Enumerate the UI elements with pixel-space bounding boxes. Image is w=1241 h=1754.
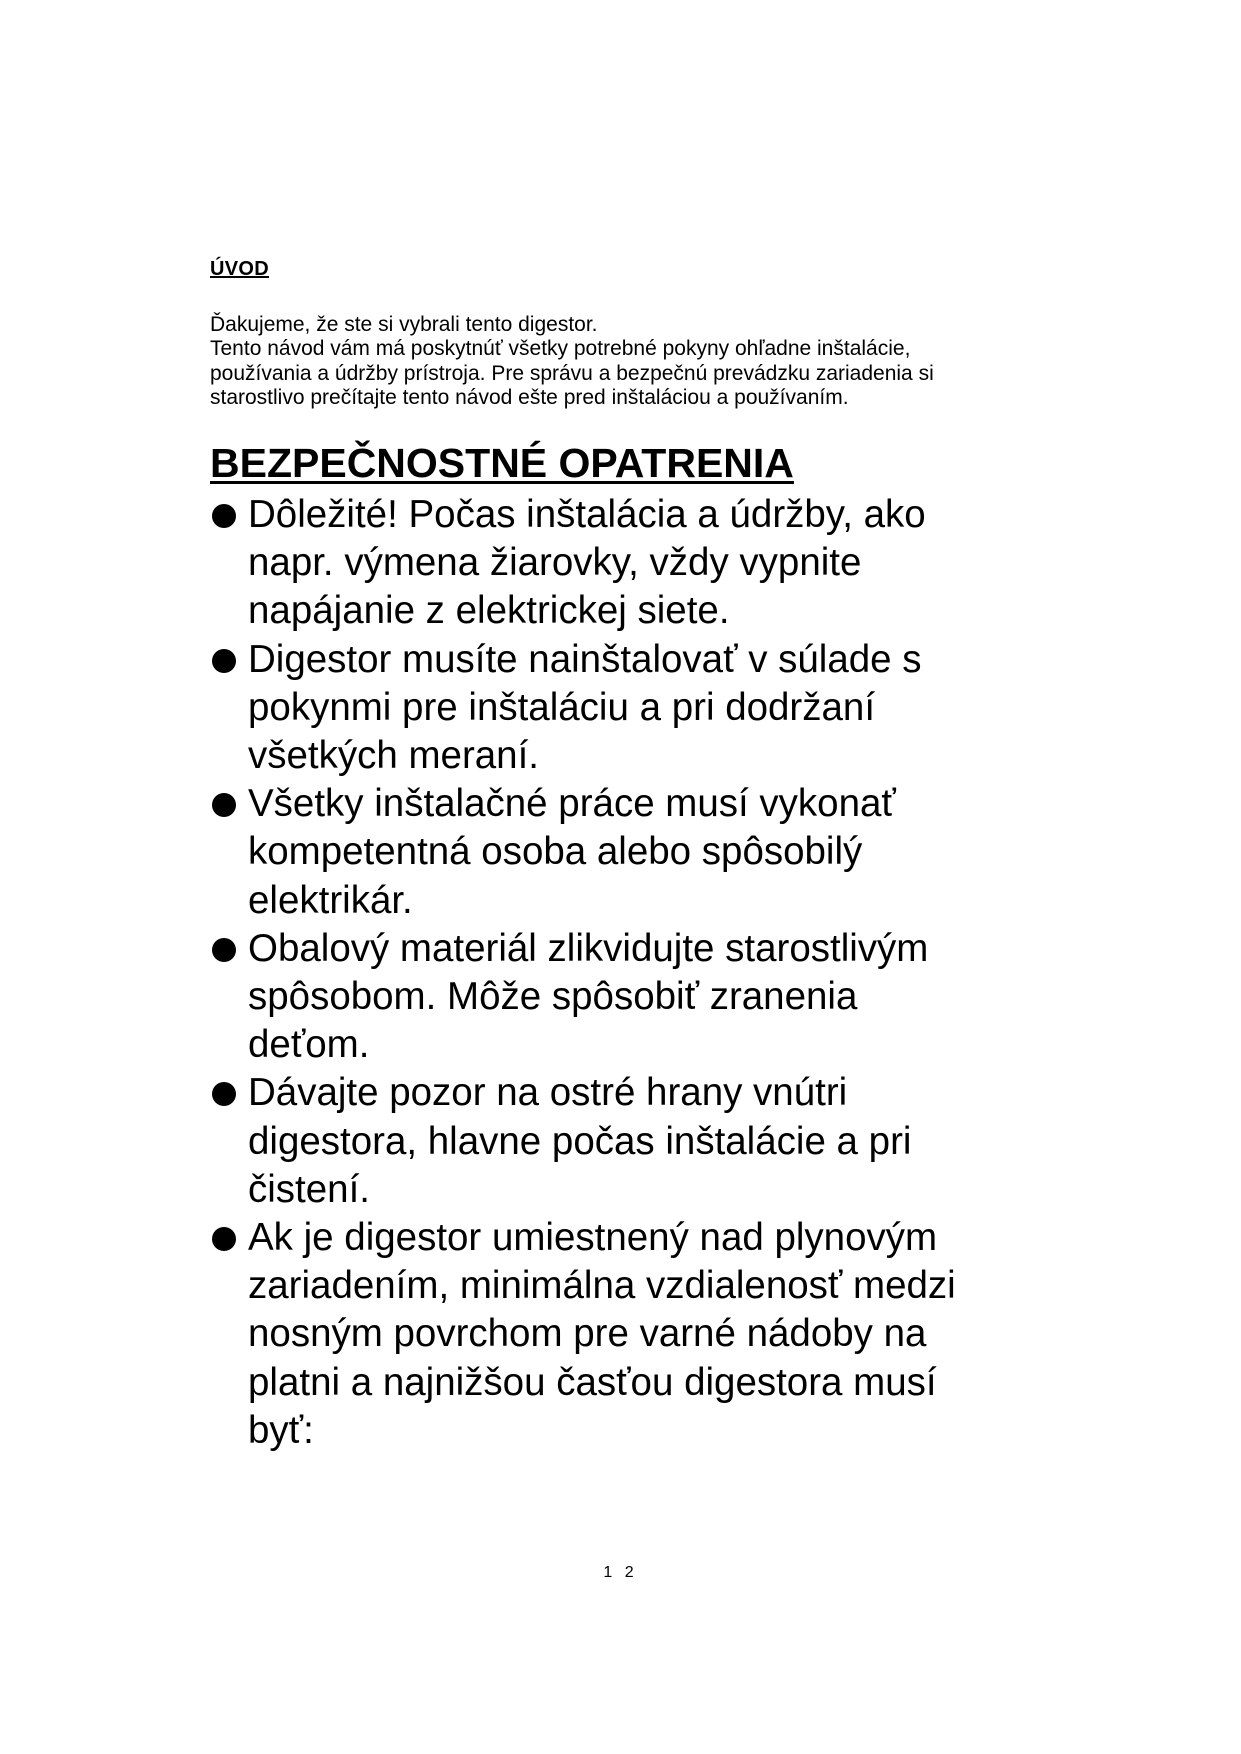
item-line: deťom. (248, 1023, 370, 1067)
item-line: napájanie z elektrickej siete. (248, 589, 730, 633)
page-number: 1 2 (603, 1564, 638, 1581)
item-line: Obalový materiál zlikvidujte starostlivým (248, 926, 929, 970)
item-line: digestora, hlavne počas inštalácie a pri (248, 1119, 912, 1163)
item-line: pokynmi pre inštaláciu a pri dodržaní (248, 685, 876, 729)
item-line: elektrikár. (248, 878, 413, 922)
bullet-icon (212, 938, 236, 962)
bullet-icon (212, 793, 236, 817)
intro-heading: ÚVOD (210, 258, 269, 280)
safety-item-packaging-disposal (210, 925, 1150, 1070)
intro-line: používania a údržby prístroja. Pre správu a bezpečnú prevádzku zariadenia si (210, 361, 934, 385)
item-line: spôsobom. Môže spôsobiť zranenia (248, 975, 858, 1019)
item-line: zariadením, minimálna vzdialenosť medzi (248, 1264, 956, 1308)
bullet-icon (212, 1227, 236, 1251)
item-line: nosným povrchom pre varné nádoby na (248, 1312, 927, 1356)
item-line: Dôležité! Počas inštalácia a údržby, ako (248, 493, 926, 536)
bullet-icon (212, 504, 236, 528)
item-line: Ak je digestor umiestnený nad plynovým (248, 1216, 938, 1260)
item-line: Digestor musíte nainštalovať v súlade s (248, 637, 922, 681)
safety-item-qualified-installer (210, 780, 1150, 925)
bullet-icon (212, 1082, 236, 1106)
intro-line: starostlivo prečítajte tento návod ešte pred inštaláciou a používaním. (210, 385, 849, 409)
intro-line: Tento návod vám má poskytnúť všetky potrebné pokyny ohľadne inštalácie, (210, 337, 911, 361)
safety-item-sharp-edges (210, 1069, 1150, 1214)
item-line: čistení. (248, 1167, 370, 1211)
intro-paragraph (210, 313, 1030, 410)
item-line: Všetky inštalačné práce musí vykonať (248, 782, 896, 826)
bullet-icon (212, 649, 236, 673)
safety-list (210, 491, 1150, 1455)
safety-heading: BEZPEČNOSTNÉ OPATRENIA (210, 440, 794, 486)
safety-item-gas-distance (210, 1214, 1150, 1455)
item-line: všetkých meraní. (248, 734, 539, 778)
item-line: napr. výmena žiarovky, vždy vypnite (248, 541, 862, 585)
item-line: Dávajte pozor na ostré hrany vnútri (248, 1071, 848, 1115)
safety-item-installation-compliance (210, 636, 1150, 781)
intro-line: Ďakujeme, že ste si vybrali tento digestor. (210, 313, 598, 336)
item-line: byť: (248, 1408, 314, 1452)
item-line: platni a najnižšou časťou digestora musí (248, 1360, 937, 1404)
item-line: kompetentná osoba alebo spôsobilý (248, 830, 863, 874)
safety-item-power-off (210, 491, 1150, 636)
